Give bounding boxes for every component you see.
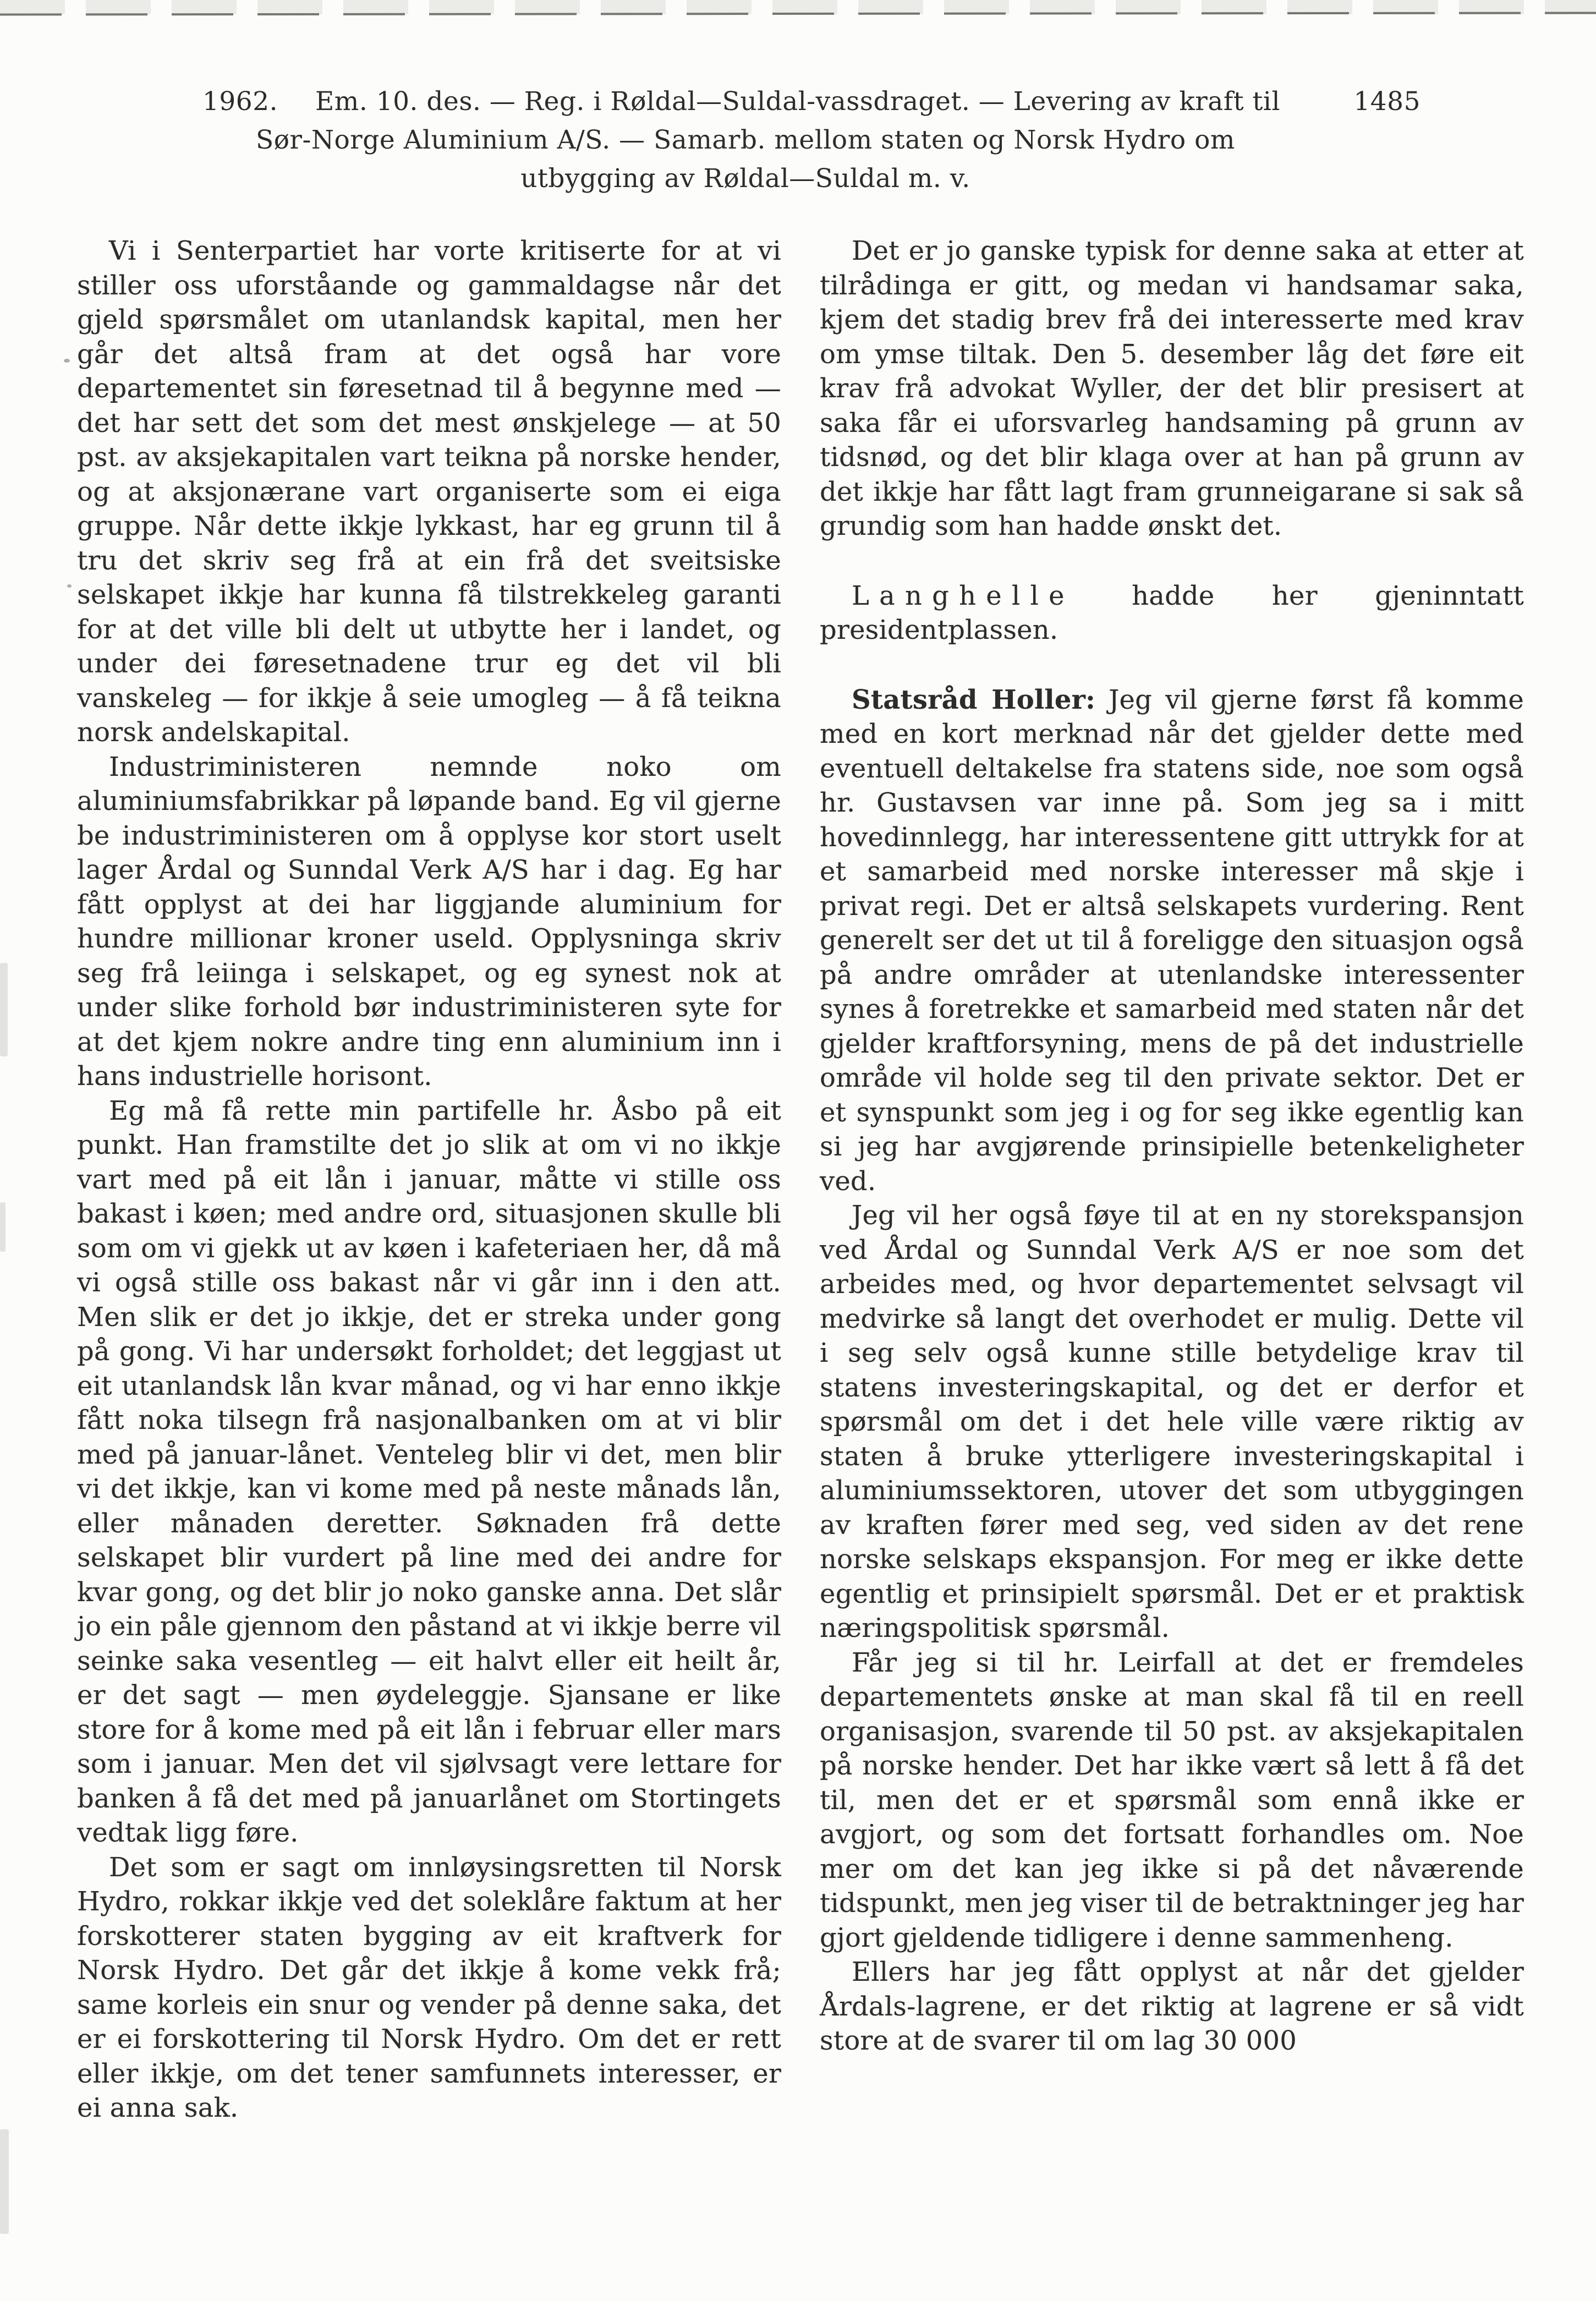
paragraph: Det som er sagt om innløysingsretten til Norsk Hydro, rokkar ikkje ved det soleklåre faktum at her forskotterer staten bygging av eit kraftverk for Norsk Hydro. Det går det ikkje å kome vekk frå; same korleis ein snur og vender på denne saka, det er ei forskottering til Norsk Hydro. Om det er rett eller ikkje, om det tener samfunnets interesser, er ei anna sak. <box>77 1851 781 2123</box>
ink-speck <box>67 584 72 588</box>
speaker-name: Langhelle <box>852 580 1074 611</box>
speaker-name: Statsråd Holler: <box>852 684 1095 715</box>
ink-speck <box>64 359 70 363</box>
header-title-line1: Em. 10. des. — Reg. i Røldal—Suldal-vassdraget. — Levering av kraft til <box>315 86 1280 117</box>
scan-margin-smudge <box>0 2129 9 2234</box>
paragraph: Det er jo ganske typisk for denne saka at etter at tilrådinga er gitt, og medan vi handsamar saka, kjem det stadig brev frå dei interesserte med krav om ymse tiltak. Den 5. desember låg det føre eit krav frå advokat Wyller, der det blir presisert at saka får ei uforsvarleg handsaming på grunn av tidsnød, og det blir klaga over at han på grunn av det ikkje har fått lagt fram grunneigarane si sak så grundig som han hadde ønskt det. <box>820 235 1524 541</box>
paragraph: Vi i Senterpartiet har vorte kritiserte for at vi stiller oss uforståande og gammaldagse når det gjeld spørsmålet om utanlandsk kapital, men her går det altså fram at det også har vore departementet sin føresetnad til å begynne med — det har sett det som det mest ønskjelege — at 50 pst. av aksjekapitalen vart teikna på norske hender, og at aksjonærane vart organiserte som ei eiga gruppe. Når dette ikkje lykkast, har eg grunn til å tru det skriv seg frå at ein frå det sveitsiske selskapet ikkje har kunna få tilstrekkeleg garanti for at det ville bli delt ut utbytte her i landet, og under dei føresetnadene trur eg det vil bli vanskeleg — for ikkje å seie umogleg — å få teikna norsk andelskapital. <box>77 235 781 748</box>
text-columns <box>77 234 1524 2125</box>
scan-margin-smudge <box>0 1202 6 1252</box>
paragraph: Langhelle hadde her gjeninntatt presidentplassen. <box>820 580 1524 645</box>
page-header <box>77 83 1518 198</box>
left-column <box>77 234 781 2125</box>
header-year: 1962. <box>202 86 278 117</box>
paragraph: Jeg vil her også føye til at en ny storekspansjon ved Årdal og Sunndal Verk A/S er noe som det arbeides med, og hvor departementet selvsagt vil medvirke så langt det overhodet er mulig. Dette vil i seg selv også kunne stille betydelige krav til statens investeringskapital, og det er derfor et spørsmål om det i det hele ville være riktig av staten å bruke ytterligere investeringskapital i aluminiumssektoren, utover det som utbyggingen av kraften fører med seg, ved siden av det rene norske selskaps ekspansjon. For meg er ikke dette egentlig et prinsipielt spørsmål. Det er et praktisk næringspolitisk spørsmål. <box>820 1200 1524 1643</box>
header-line-3: utbygging av Røldal—Suldal m. v. <box>520 163 970 194</box>
paragraph: Eg må få rette min partifelle hr. Åsbo på eit punkt. Han framstilte det jo slik at om vi no ikkje vart med på eit lån i januar, måtte vi stille oss bakast i køen; med andre ord, situasjonen skulle bli som om vi gjekk ut av køen i kafeteriaen her, då må vi også stille oss bakast når vi går inn i den att. Men slik er det jo ikkje, det er streka under gong på gong. Vi har undersøkt forholdet; det leggjast ut eit utanlandsk lån kvar månad, og vi har enno ikkje fått noka tilsegn frå nasjonalbanken om at vi blir med på januar-lånet. Venteleg blir vi det, men blir vi det ikkje, kan vi kome med på neste månads lån, eller månaden deretter. Søknaden frå dette selskapet blir vurdert på line med dei andre for kvar gong, og det blir jo noko ganske anna. Det slår jo ein påle gjennom den påstand at vi ikkje berre vil seinke saka vesentleg — eit halvt eller eit heilt år, er det sagt — men øydeleggje. Sjansane er like store for å kome med på eit lån i februar eller mars som i januar. Men det vil sjølvsagt vere lettare for banken å få det med på januarlånet om Stortingets vedtak ligg føre. <box>77 1095 781 1848</box>
header-line-2: Sør-Norge Aluminium A/S. — Samarb. mellom staten og Norsk Hydro om <box>256 125 1235 155</box>
paragraph: Statsråd Holler: Jeg vil gjerne først få komme med en kort merknad når det gjelder dette med eventuell deltakelse fra statens side, noe som også hr. Gustavsen var inne på. Som jeg sa i mitt hovedinnlegg, har interessentene gitt uttrykk for at et samarbeid med norske interesser må skje i privat regi. Det er altså selskapets vurdering. Rent generelt ser det ut til å foreligge den situasjon også på andre områder at utenlandske interessenter synes å foretrekke et samarbeid med staten når det gjelder kraftforsyning, mens de på det industrielle område vil holde seg til den private sektor. Det er et synspunkt som jeg i og for seg ikke egentlig kan si jeg har avgjørende prinsipielle betenkeligheter ved. <box>820 684 1524 1197</box>
page-number: 1485 <box>1353 86 1421 117</box>
header-line-1 <box>77 83 1518 121</box>
paragraph: Industriministeren nemnde noko om aluminiumsfabrikkar på løpande band. Eg vil gjerne be industriministeren om å opplyse kor stort uselt lager Årdal og Sunndal Verk A/S har i dag. Eg har fått opplyst at dei har liggjande aluminium for hundre millionar kroner useld. Opplysninga skriv seg frå leiinga i selskapet, og eg synest nok at under slike forhold bør industriministeren syte for at det kjem nokre andre ting enn aluminium inn i hans industrielle horisont. <box>77 751 781 1092</box>
scan-margin-smudge <box>0 963 8 1056</box>
right-column <box>820 234 1524 2125</box>
paragraph: Ellers har jeg fått opplyst at når det gjelder Årdals-lagrene, er det riktig at lagrene er så vidt store at de svarer til om lag 30 000 <box>820 1957 1524 2056</box>
paragraph: Får jeg si til hr. Leirfall at det er fremdeles departementets ønske at man skal få til en reell organisasjon, svarende til 50 pst. av aksjekapitalen på norske hender. Det har ikke vært så lett å få det til, men det er et spørsmål som ennå ikke er avgjort, og som det fortsatt forhandles om. Noe mer om det kan jeg ikke si på det nåværende tidspunkt, men jeg viser til de betraktninger jeg har gjort gjeldende tidligere i denne sammenheng. <box>820 1647 1524 1953</box>
